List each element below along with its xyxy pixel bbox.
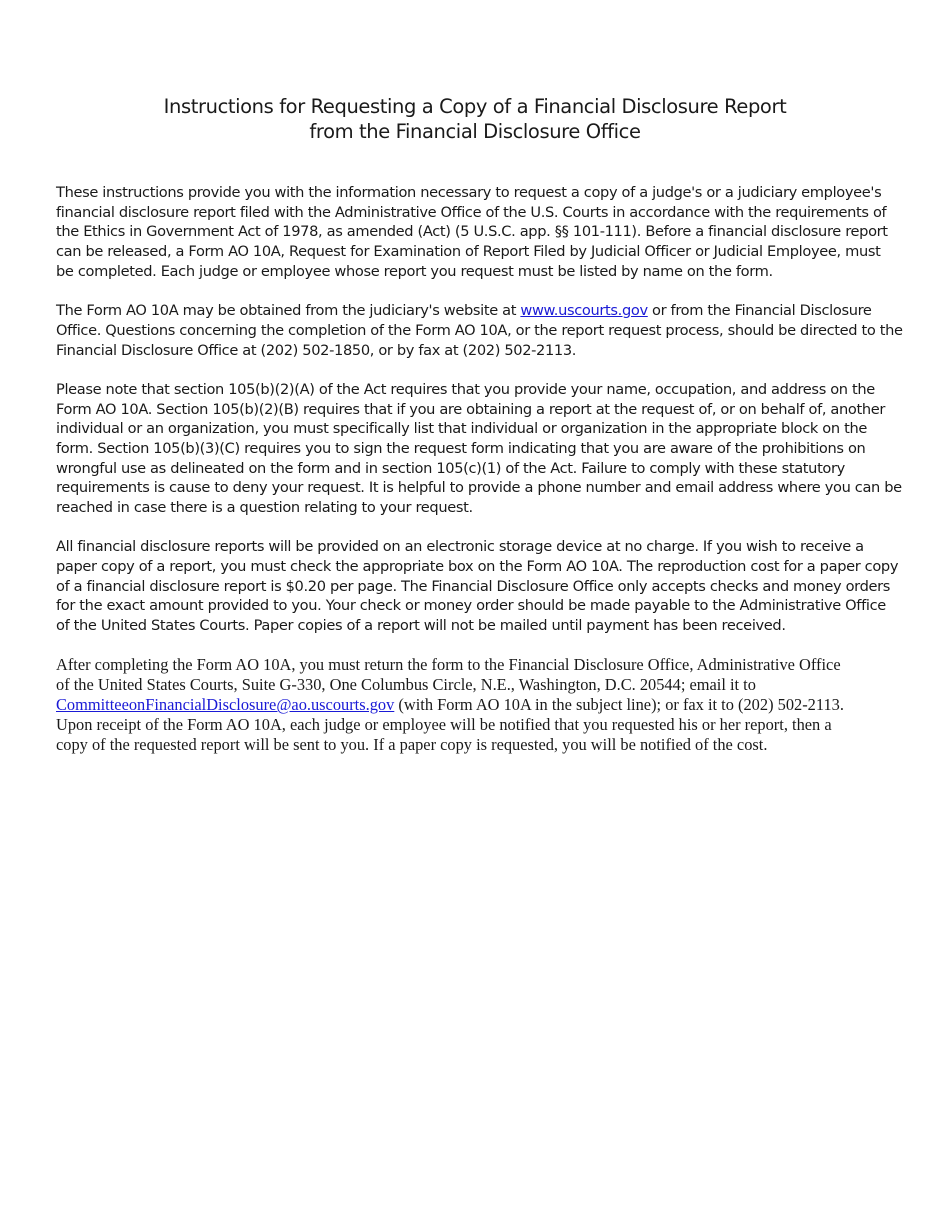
uscourts-website-link[interactable]: www.uscourts.gov xyxy=(520,302,648,320)
paragraph-line: Please note that section 105(b)(2)(A) of the Act requires that you provide your name, occupation, and address on the xyxy=(56,380,875,398)
paragraph-line: of the United States Courts. Paper copies of a report will not be mailed until payment has been received. xyxy=(56,617,786,635)
paragraph-line: wrongful use as delineated on the form and in section 105(c)(1) of the Act. Failure to comply with these statutory xyxy=(56,459,845,477)
paragraph-line: can be released, a Form AO 10A, Request for Examination of Report Filed by Judicial Officer or Judicial Employee, must xyxy=(56,243,881,261)
paragraph-line xyxy=(56,695,896,715)
line-text: The Form AO 10A may be obtained from the judiciary's website at xyxy=(56,302,521,320)
paragraph-line: form. Section 105(b)(3)(C) requires you to sign the request form indicating that you are aware of the prohibitions on xyxy=(56,439,866,457)
paragraph-line: the Ethics in Government Act of 1978, as amended (Act) (5 U.S.C. app. §§ 101-111). Before a financial disclosure report xyxy=(56,223,888,241)
paragraph-line: for the exact amount provided to you. Your check or money order should be made payable to the Administrative Office xyxy=(56,597,886,615)
paragraph-line: of a financial disclosure report is $0.20 per page. The Financial Disclosure Office only accepts checks and money orders xyxy=(56,577,891,595)
paragraph-line xyxy=(56,301,896,321)
paragraph-line: financial disclosure report filed with the Administrative Office of the U.S. Courts in accordance with the requirements of xyxy=(56,203,887,221)
paragraph-line: requirements is cause to deny your request. It is helpful to provide a phone number and email address where you can be xyxy=(56,479,902,497)
paragraph-line: of the United States Courts, Suite G-330, One Columbus Circle, N.E., Washington, D.C. 20544; email it to xyxy=(56,675,756,695)
paragraph-line: These instructions provide you with the information necessary to request a copy of a judge's or a judiciary employee's xyxy=(56,184,882,201)
paragraph-line: copy of the requested report will be sent to you. If a paper copy is requested, you will be notified of the cost. xyxy=(56,735,768,755)
paragraph-line: Office. Questions concerning the completion of the Form AO 10A, or the report request process, should be directed to the xyxy=(56,321,903,339)
paragraph-line: individual or an organization, you must specifically list that individual or organization in the appropriate block on the xyxy=(56,420,867,438)
paragraph-line: Form AO 10A. Section 105(b)(2)(B) requires that if you are obtaining a report at the request of, or on behalf of, another xyxy=(56,400,886,418)
paragraph-line: After completing the Form AO 10A, you must return the form to the Financial Disclosure Office, Administrative Office xyxy=(56,655,841,675)
paragraph-line: reached in case there is a question relating to your request. xyxy=(56,499,473,517)
paragraph-line: All financial disclosure reports will be provided on an electronic storage device at no charge. If you wish to receive a xyxy=(56,538,864,556)
paragraph-statutory-requirements xyxy=(56,380,902,518)
paragraph-line: Financial Disclosure Office at (202) 502-1850, or by fax at (202) 502-2113. xyxy=(56,341,577,359)
line-text: or from the Financial Disclosure xyxy=(647,302,872,320)
page-title xyxy=(0,94,950,144)
paragraph-introduction xyxy=(56,183,896,282)
committee-email-link[interactable]: CommitteeonFinancialDisclosure@ao.uscourts.gov xyxy=(56,695,395,715)
title-line-2: from the Financial Disclosure Office xyxy=(309,120,641,143)
paragraph-obtaining-form xyxy=(56,301,903,360)
title-line-1: Instructions for Requesting a Copy of a Financial Disclosure Report xyxy=(163,95,787,118)
paragraph-line: Upon receipt of the Form AO 10A, each judge or employee will be notified that you requested his or her report, then a xyxy=(56,715,832,735)
line-text: (with Form AO 10A in the subject line); or fax it to (202) 502-2113. xyxy=(394,695,844,715)
paragraph-line: be completed. Each judge or employee whose report you request must be listed by name on the form. xyxy=(56,262,773,280)
paragraph-returning-form xyxy=(56,655,896,755)
paragraph-line: paper copy of a report, you must check the appropriate box on the Form AO 10A. The reproduction cost for a paper copy xyxy=(56,558,899,576)
document-body xyxy=(56,183,903,775)
paragraph-paper-copies xyxy=(56,537,899,636)
